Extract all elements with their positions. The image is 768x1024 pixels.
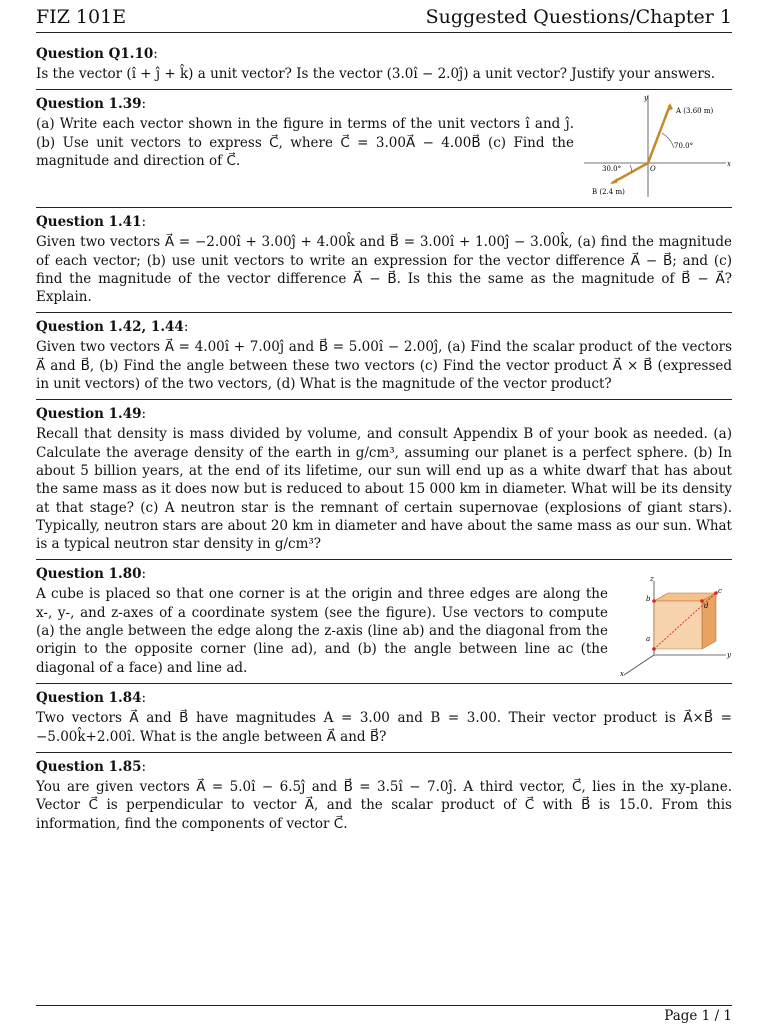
x-axis-label: x xyxy=(620,670,624,678)
question-text: A cube is placed so that one corner is at the origin and three edges are along the x-, y-, and z-axes of a coordinate system (see the figure). Use vectors to compute (a) the angle between the edge along the z-axis (line ab) and the diagonal from the origin to the opposite corner (line ad), and (b) the angle between line ac (the diagonal of a face) and line ad. xyxy=(36,586,608,676)
question-text: You are given vectors A⃗ = 5.0î − 6.5ĵ and B⃗ = 3.5î − 7.0ĵ. A third vector, C⃗, lies in the xy-plane. Vector C⃗ is perpendicular to vector A⃗, and the scalar product of C⃗ with B⃗ is 15.0. From this information, find the components of vector C⃗. xyxy=(36,779,732,832)
question-text: (a) Write each vector shown in the figure in terms of the unit vectors î and ĵ. (b) Use unit vectors to express C⃗, where C⃗ = 3.00A⃗ − 4.00B⃗ (c) Find the magnitude and direction of C⃗. xyxy=(36,116,574,169)
vector-a-label: A (3.60 m) xyxy=(676,107,714,116)
question-block: Question 1.39: (a) Write each vector shown in the figure in terms of the unit vectors î and ĵ. (b) Use unit vectors to express C⃗, where C⃗ = 3.00A⃗ − 4.00B⃗ (c) Find the magnitude and direction of C⃗. x y A (3.60 m) 70.0° 30.0° O B (2.4 m) xyxy=(36,90,732,208)
question-title: Question 1.39 xyxy=(36,96,142,113)
question-text: Is the vector (î + ĵ + k̂) a unit vector? Is the vector (3.0î − 2.0ĵ) a unit vector? Justify your answers. xyxy=(36,66,716,82)
z-axis-label: z xyxy=(650,575,654,584)
question-block: Question 1.85: You are given vectors A⃗ = 5.0î − 6.5ĵ and B⃗ = 3.5î − 7.0ĵ. A third vector, C⃗, lies in the xy-plane. Vector C⃗ is perpendicular to vector A⃗, and the scalar product of C⃗ with B⃗ is 15.0. From this information, find the components of vector C⃗. xyxy=(36,759,732,832)
document-title: Suggested Questions/Chapter 1 xyxy=(425,6,732,28)
question-title: Question 1.41 xyxy=(36,214,142,231)
course-code: FIZ 101E xyxy=(36,6,127,28)
point-d-label: d xyxy=(704,602,709,611)
angle-b-label: 30.0° xyxy=(602,165,622,174)
point-a-label: a xyxy=(646,635,651,644)
angle-a-label: 70.0° xyxy=(674,142,694,151)
question-block: Question 1.80: A cube is placed so that one corner is at the origin and three edges are along the x-, y-, and z-axes of a coordinate system (see the figure). Use vectors to compute (a) the angle between the edge along the z-axis (line ab) and the diagonal from the origin to the opposite corner (line ad), and (b) the angle between line ac (the diagonal of a face) and line ad. z y x b c a d xyxy=(36,560,732,684)
point-c-label: c xyxy=(718,587,722,596)
point-b-label: b xyxy=(646,595,651,604)
cube-figure xyxy=(618,575,732,677)
question-block: Question 1.41: Given two vectors A⃗ = −2.00î + 3.00ĵ + 4.00k̂ and B⃗ = 3.00î + 1.00ĵ − 3.00k̂, (a) find the magnitude of each vector; (b) use unit vectors to write an expression for the vector difference A⃗ − B⃗; and (c) find the magnitude of the vector difference A⃗ − B⃗. Is this the same as the magnitude of B⃗ − A⃗? Explain. xyxy=(36,208,732,313)
y-axis-label: y xyxy=(727,651,731,660)
question-text: Recall that density is mass divided by volume, and consult Appendix B of your book as needed. (a) Calculate the average density of the earth in g/cm³, assuming our planet is a perfect sphere. (b) In about 5 billion years, at the end of its lifetime, our sun will end up as a white dwarf that has about the same mass as it does now but is reduced to about 15 000 km in diameter. What will be its density at that stage? (c) A neutron star is the remnant of certain supernovae (explosions of giant stars). Typically, neutron stars are about 20 km in diameter and have about the same mass as our sun. What is a typical neutron star density in g/cm³? xyxy=(36,426,732,553)
question-text: Given two vectors A⃗ = −2.00î + 3.00ĵ + 4.00k̂ and B⃗ = 3.00î + 1.00ĵ − 3.00k̂, (a) find the magnitude of each vector; (b) use unit vectors to write an expression for the vector difference A⃗ − B⃗; and (c) find the magnitude of the vector difference A⃗ − B⃗. Is this the same as the magnitude of B⃗ − A⃗? Explain. xyxy=(36,234,732,306)
page-header xyxy=(36,6,732,33)
question-text: Given two vectors A⃗ = 4.00î + 7.00ĵ and B⃗ = 5.00î − 2.00ĵ, (a) Find the scalar product of the vectors A⃗ and B⃗, (b) Find the angle between these two vectors (c) Find the vector product A⃗ × B⃗ (expressed in unit vectors) of the two vectors, (d) What is the magnitude of the vector product? xyxy=(36,339,732,393)
question-block: Question Q1.10: Is the vector (î + ĵ + k̂) a unit vector? Is the vector (3.0î − 2.0ĵ) a unit vector? Justify your answers. xyxy=(36,40,732,90)
questions-list xyxy=(36,40,732,839)
question-title: Question 1.84 xyxy=(36,690,142,707)
vector-b-label: B (2.4 m) xyxy=(592,188,625,197)
origin-label: O xyxy=(650,165,656,174)
footer-rule xyxy=(36,1005,732,1006)
y-axis-label: y xyxy=(644,94,648,103)
question-block: Question 1.84: Two vectors A⃗ and B⃗ have magnitudes A = 3.00 and B = 3.00. Their vector product is A⃗×B⃗ = −5.00k̂+2.00î. What is the angle between A⃗ and B⃗? xyxy=(36,684,732,753)
question-title: Question 1.49 xyxy=(36,406,142,423)
x-axis-label: x xyxy=(727,160,731,169)
question-text: Two vectors A⃗ and B⃗ have magnitudes A = 3.00 and B = 3.00. Their vector product is A⃗×B⃗ = −5.00k̂+2.00î. What is the angle between A⃗ and B⃗? xyxy=(36,710,732,745)
vector-figure xyxy=(584,93,732,201)
question-block: Question 1.42, 1.44: Given two vectors A⃗ = 4.00î + 7.00ĵ and B⃗ = 5.00î − 2.00ĵ, (a) Find the scalar product of the vectors A⃗ and B⃗, (b) Find the angle between these two vectors (c) Find the vector product A⃗ × B⃗ (expressed in unit vectors) of the two vectors, (d) What is the magnitude of the vector product? xyxy=(36,313,732,400)
question-title: Question Q1.10 xyxy=(36,46,154,62)
question-block: Question 1.49: Recall that density is mass divided by volume, and consult Appendix B of your book as needed. (a) Calculate the average density of the earth in g/cm³, assuming our planet is a perfect sphere. (b) In about 5 billion years, at the end of its lifetime, our sun will end up as a white dwarf that has about the same mass as it does now but is reduced to about 15 000 km in diameter. What will be its density at that stage? (c) A neutron star is the remnant of certain supernovae (explosions of giant stars). Typically, neutron stars are about 20 km in diameter and have about the same mass as our sun. What is a typical neutron star density in g/cm³? xyxy=(36,400,732,560)
question-title: Question 1.85 xyxy=(36,759,142,776)
question-title: Question 1.42, 1.44 xyxy=(36,319,184,336)
page-number: Page 1 / 1 xyxy=(664,1008,732,1024)
question-title: Question 1.80 xyxy=(36,566,142,583)
